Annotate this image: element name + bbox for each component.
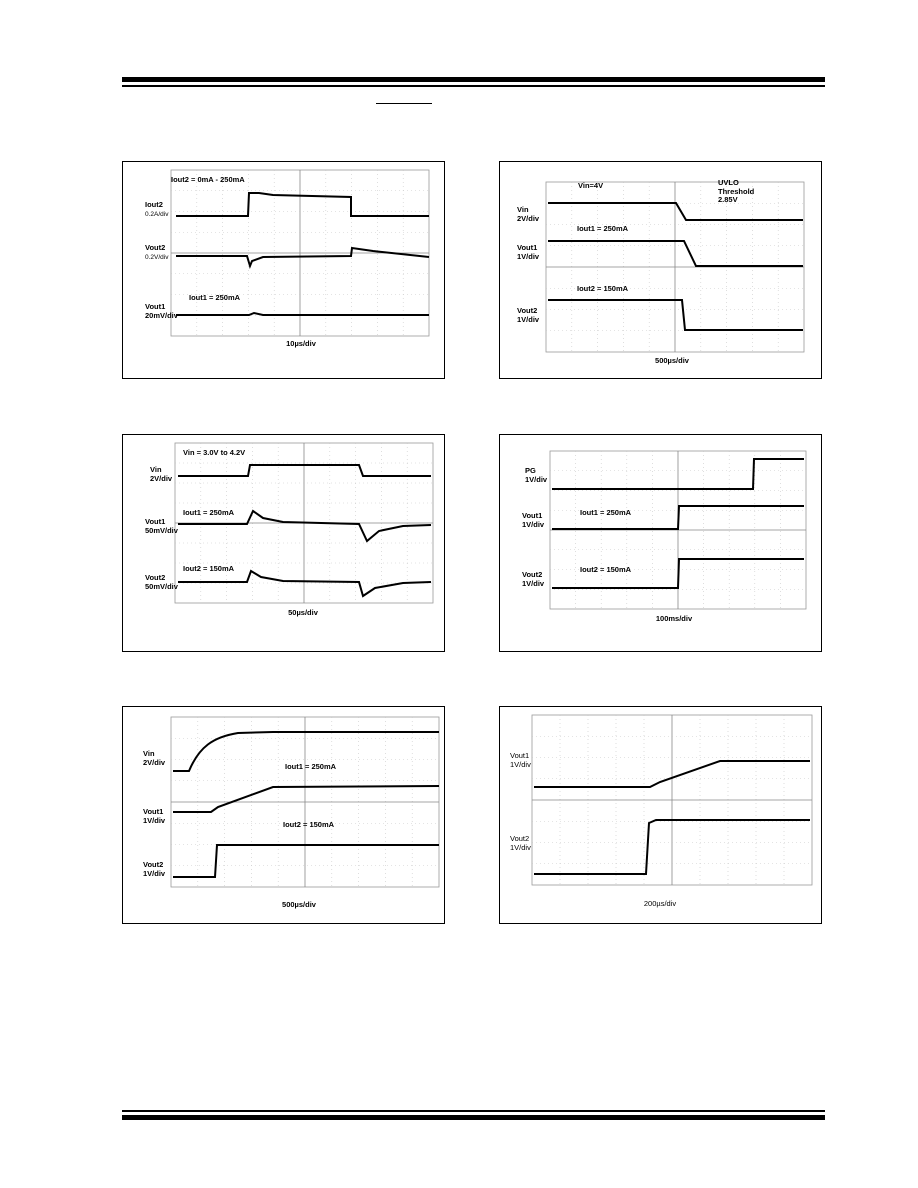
scope-grid-2 (500, 162, 823, 380)
timebase-label: 200µs/div (643, 899, 677, 908)
scope-panel-2 (499, 161, 822, 379)
trace-vin (548, 203, 803, 220)
header-rule-thick (122, 77, 825, 82)
ch-label-vin: Vin 2V/div (150, 465, 173, 483)
scope-panel-4 (499, 434, 822, 652)
ch-label-vin: Vin 2V/div (517, 205, 540, 223)
ch-label-vout1: Vout1 20mV/div (145, 302, 178, 320)
scope-grid-1 (123, 162, 446, 380)
annotation-iout1: Iout1 = 250mA (577, 224, 629, 233)
ch-label-vout2: Vout2 50mV/div (145, 573, 178, 591)
trace-vin (178, 465, 431, 476)
annotation-iout2: Iout2 = 150mA (183, 564, 235, 573)
trace-vout1 (548, 241, 803, 266)
annotation-vin: Vin=4V (578, 181, 604, 190)
ch-label-vout1: Vout1 1V/div (522, 511, 545, 529)
ch-label-vout1: Vout1 1V/div (510, 751, 531, 769)
trace-vout2 (178, 571, 431, 596)
timebase-label: 100ms/div (655, 614, 693, 623)
annotation-iout2: Iout2 = 150mA (577, 284, 629, 293)
header-rule-thin (122, 85, 825, 87)
header-short-rule (376, 103, 432, 104)
scope-grid-6 (500, 707, 823, 925)
annotation-iout1: Iout1 = 250mA (580, 508, 632, 517)
trace-iout2 (176, 193, 429, 216)
ch-label-vout2: Vout2 1V/div (510, 834, 531, 852)
footer-rule-thick (122, 1115, 825, 1120)
scope-grid-5 (123, 707, 446, 925)
trace-vout1 (176, 313, 429, 315)
ch-label-vout2: Vout2 1V/div (522, 570, 545, 588)
timebase-label: 500µs/div (282, 900, 316, 909)
ch-label-vout1: Vout1 50mV/div (145, 517, 178, 535)
annotation-iout1: Iout1 = 250mA (285, 762, 337, 771)
trace-vout1 (173, 786, 439, 812)
ch-label-vout1: Vout1 1V/div (143, 807, 166, 825)
trace-vout2 (176, 248, 429, 266)
ch-label-vout1: Vout1 1V/div (517, 243, 540, 261)
scope-panel-3 (122, 434, 445, 652)
ch-label-iout2: Iout2 0.2A/div (145, 200, 169, 218)
ch-label-vin: Vin 2V/div (143, 749, 166, 767)
annotation-iout2: Iout2 = 150mA (580, 565, 632, 574)
annotation-iout2: Iout2 = 150mA (283, 820, 335, 829)
ch-label-pg: PG 1V/div (525, 466, 548, 484)
annotation-uvlo: UVLO Threshold 2.85V (718, 178, 755, 204)
annotation-vin: Vin = 3.0V to 4.2V (183, 448, 246, 457)
annotation-iout1: Iout1 = 250mA (183, 508, 235, 517)
timebase-label: 50µs/div (288, 608, 318, 617)
scope-panel-1 (122, 161, 445, 379)
scope-panel-5 (122, 706, 445, 924)
scope-panel-6 (499, 706, 822, 924)
timebase-label: 10µs/div (286, 339, 316, 348)
trace-vout2 (548, 300, 803, 330)
annotation-iout2: Iout2 = 0mA - 250mA (171, 175, 245, 184)
trace-vout2 (173, 845, 439, 877)
ch-label-vout2: Vout2 0.2V/div (145, 243, 169, 261)
annotation-iout1: Iout1 = 250mA (189, 293, 241, 302)
ch-label-vout2: Vout2 1V/div (517, 306, 540, 324)
timebase-label: 500µs/div (655, 356, 689, 365)
footer-rule-thin (122, 1110, 825, 1112)
ch-label-vout2: Vout2 1V/div (143, 860, 166, 878)
